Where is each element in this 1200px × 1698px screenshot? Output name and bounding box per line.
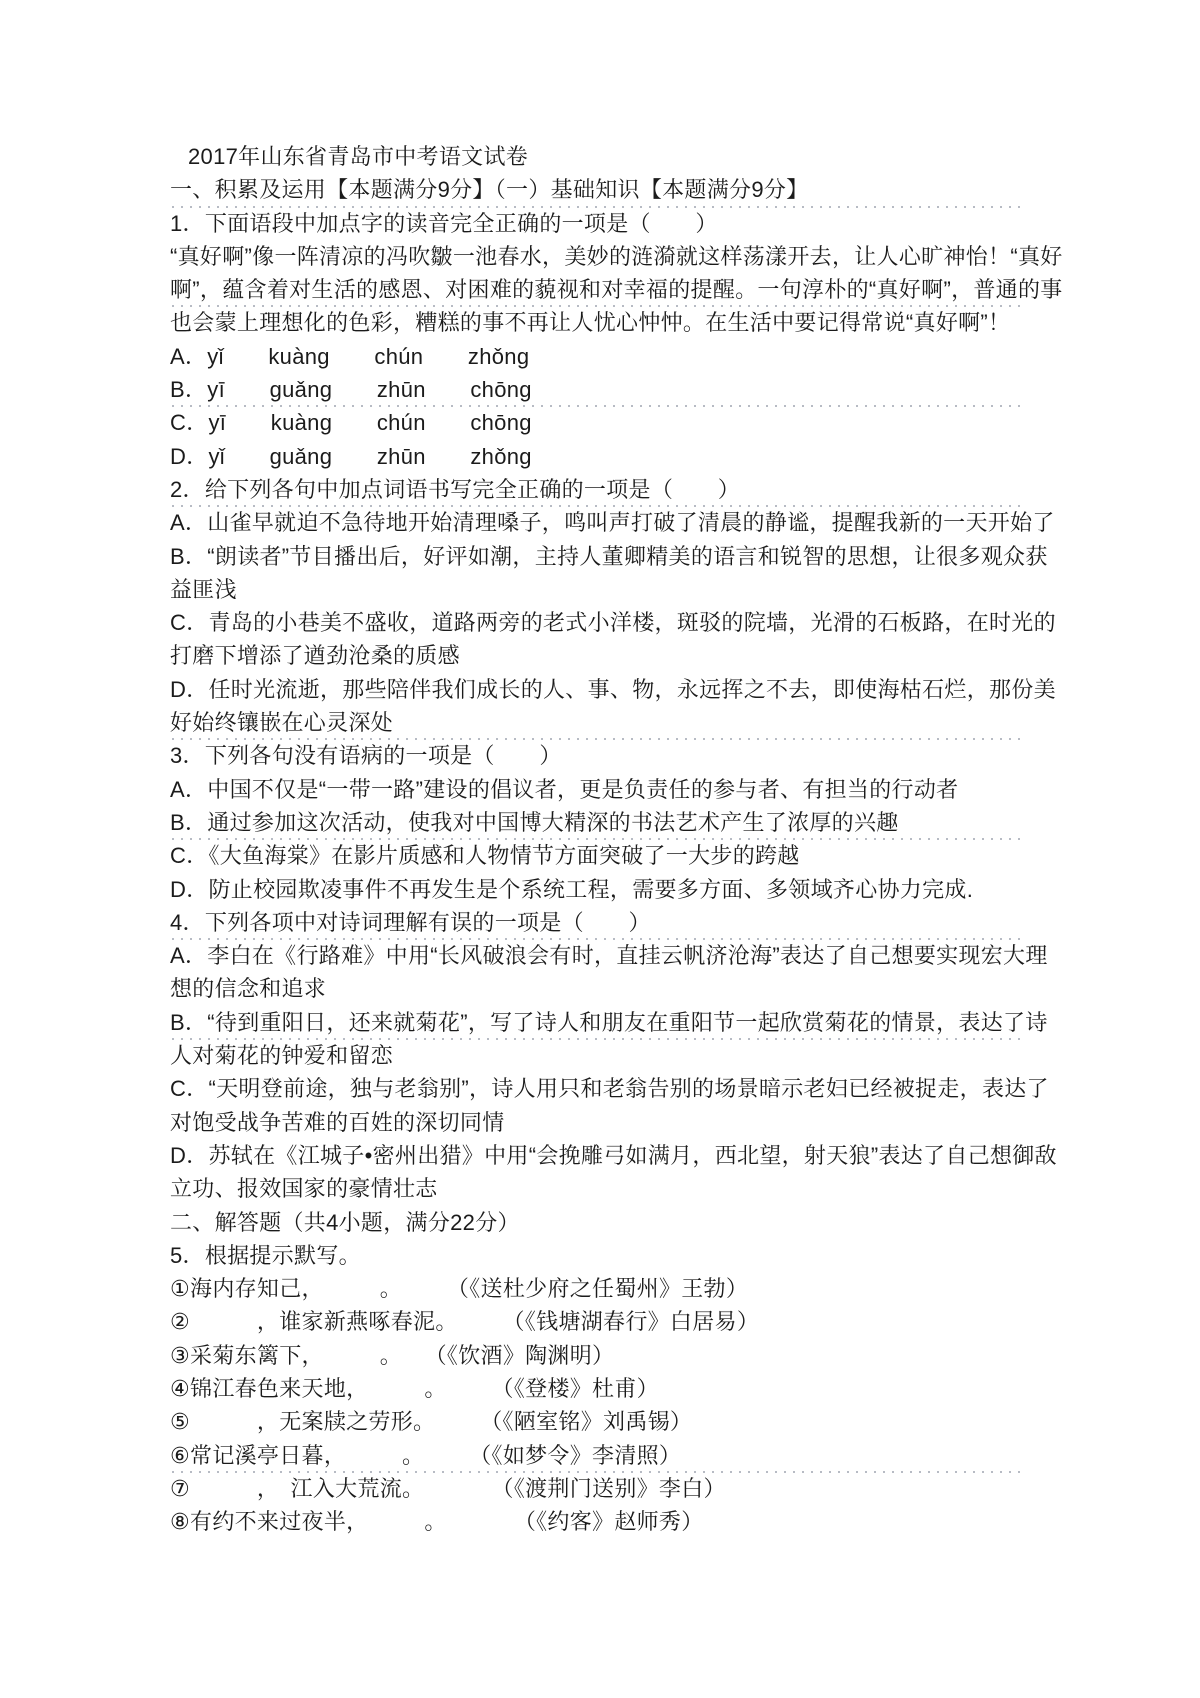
- q2-option-a: A．山雀早就迫不急待地开始清理嗓子，鸣叫声打破了清晨的静谧，提醒我新的一天开始了: [170, 510, 1055, 536]
- q5-blank-5: ⑤ ，无案牍之劳形。 （《陋室铭》刘禹锡）: [170, 1409, 693, 1435]
- q2-option-c: C．青岛的小巷美不盛收，道路两旁的老式小洋楼，斑驳的院墙，光滑的石板路，在时光的: [170, 610, 1056, 636]
- q4-option-d: D．苏轼在《江城子•密州出猎》中用“会挽雕弓如满月，西北望，射天狼”表达了自己想御敌: [170, 1142, 1057, 1168]
- q2-option-d-cont: 好始终镶嵌在心灵深处: [170, 706, 1170, 739]
- q1-passage-line-1: “真好啊”像一阵清凉的冯吹皺一池春水，美妙的涟漪就这样荡漾开去，让人心旷神怡！“真好: [170, 243, 1063, 269]
- q1-passage-line-3: 也会蒙上理想化的色彩，糟糕的事不再让人忧心忡忡。在生活中要记得常说“真好啊”！: [170, 310, 1011, 336]
- q4-stem: 4．下列各项中对诗词理解有误的一项是（ ）: [170, 906, 1170, 939]
- q2-stem: 2．给下列各句中加点词语书写完全正确的一项是（ ）: [170, 473, 1170, 506]
- q2-option-c-cont: 打磨下增添了遒劲沧桑的质感: [170, 643, 460, 669]
- q2-option-b-cont: 益匪浅: [170, 576, 237, 602]
- q1-stem: 1．下面语段中加点字的读音完全正确的一项是（ ）: [170, 210, 718, 236]
- q1-option-b: B．yī guǎng zhūn chōng: [170, 373, 1170, 406]
- q1-option-c: C．yī kuàng chún chōng: [170, 410, 532, 436]
- section-2-heading: 二、解答题（共4小题，满分22分）: [170, 1209, 520, 1235]
- q3-option-d: D．防止校园欺凌事件不再发生是个系统工程，需要多方面、多领域齐心协力完成.: [170, 876, 974, 902]
- q5-blank-3: ③采菊东篱下， 。 （《饮酒》陶渊明）: [170, 1342, 615, 1368]
- q2-option-d: D．任时光流逝，那些陪伴我们成长的人、事、物，永远挥之不去，即使海枯石烂，那份美: [170, 676, 1056, 702]
- q3-option-a: A．中国不仅是“一带一路”建设的倡议者，更是负责任的参与者、有担当的行动者: [170, 776, 959, 802]
- q1-passage-line-2: 啊”，蕴含着对生活的感恩、对困难的藐视和对幸福的提醒。一句淳朴的“真好啊”，普通的事: [170, 273, 1170, 306]
- q5-blank-7: ⑦ ， 江入大荒流。 （《渡荆门送别》李白）: [170, 1475, 726, 1501]
- q3-option-b: B．通过参加这次活动，使我对中国博大精深的书法艺术产生了浓厚的兴趣: [170, 806, 1170, 839]
- section-1-heading: 一、积累及运用【本题满分9分】（一）基础知识【本题满分9分】: [170, 173, 1170, 206]
- q4-option-b-cont: 人对菊花的钟爱和留恋: [170, 1043, 394, 1069]
- q5-blank-8: ⑧有约不来过夜半， 。 （《约客》赵师秀）: [170, 1509, 704, 1535]
- q4-option-d-cont: 立功、报效国家的豪情壮志: [170, 1176, 438, 1202]
- q5-blank-1: ①海内存知己， 。 （《送杜少府之任蜀州》王勃）: [170, 1276, 749, 1302]
- q1-option-d: D．yǐ guǎng zhūn zhǒng: [170, 443, 532, 469]
- q4-option-c: C．“天明登前途，独与老翁别”，诗人用只和老翁告别的场景暗示老妇已经被捉走，表达了: [170, 1076, 1049, 1102]
- q4-option-a-cont: 想的信念和追求: [170, 976, 327, 1002]
- q4-option-c-cont: 对饱受战争苦难的百姓的深切同情: [170, 1109, 505, 1135]
- page-title: 2017年山东省青岛市中考语文试卷: [188, 144, 529, 169]
- q5-blank-6: ⑥常记溪亭日暮， 。 （《如梦令》李清照）: [170, 1439, 1170, 1472]
- document-lines: [170, 173, 1170, 1538]
- q3-option-c: C．《大鱼海棠》在影片质感和人物情节方面突破了一大步的跨越: [170, 843, 800, 869]
- q3-stem: 3．下列各句没有语病的一项是（ ）: [170, 743, 562, 769]
- q1-option-a: A．yǐ kuàng chún zhǒng: [170, 343, 530, 369]
- q2-option-b: B．“朗读者”节目播出后，好评如潮，主持人董卿精美的语言和锐智的思想，让很多观众获: [170, 543, 1048, 569]
- q5-blank-2: ② ，谁家新燕啄春泥。 （《钱塘湖春行》白居易）: [170, 1309, 760, 1335]
- q5-stem: 5．根据提示默写。: [170, 1242, 361, 1268]
- q4-option-a: A．李白在《行路难》中用“长风破浪会有时，直挂云帆济沧海”表达了自己想要实现宏大理: [170, 943, 1048, 969]
- q5-blank-4: ④锦江春色来天地， 。 （《登楼》杜甫）: [170, 1375, 659, 1401]
- q4-option-b: B．“待到重阳日，还来就菊花”，写了诗人和朋友在重阳节一起欣赏菊花的情景，表达了诗: [170, 1006, 1170, 1039]
